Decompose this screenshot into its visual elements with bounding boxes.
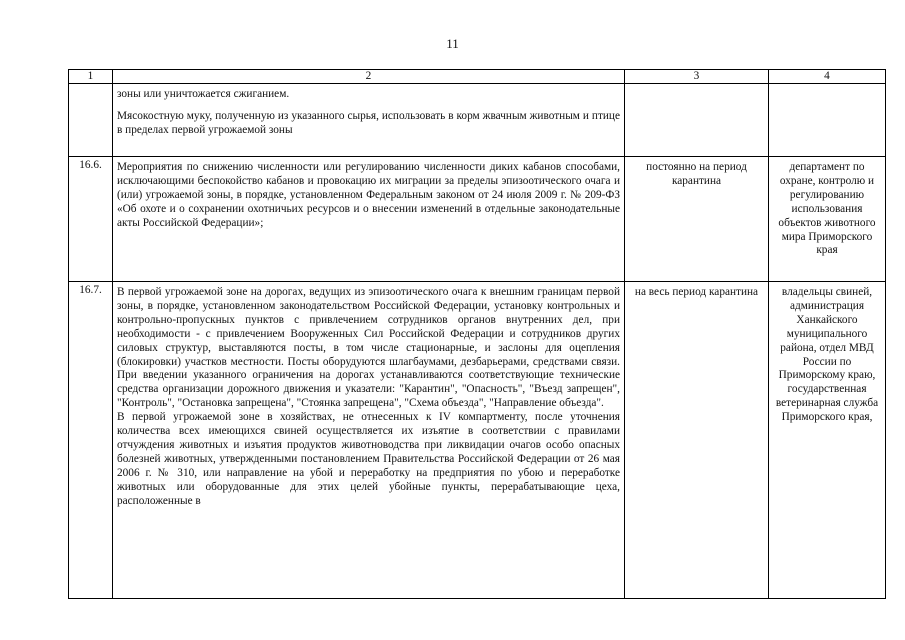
header-col-2: 2 xyxy=(113,70,625,84)
table-header-row xyxy=(69,70,886,84)
term-cell xyxy=(625,84,769,157)
term-cell: на весь период карантина xyxy=(625,282,769,599)
table-row-16-6 xyxy=(69,157,886,282)
row-number-cell: 16.6. xyxy=(69,157,113,282)
term-cell: постоянно на период карантина xyxy=(625,157,769,282)
measure-text-paragraph: Мясокостную муку, полученную из указанного сырья, использовать в корм жвачным животным и птице в пределах первой угрожаемой зоны xyxy=(117,109,620,136)
table-row-16-7 xyxy=(69,282,886,599)
measures-table xyxy=(68,69,886,599)
table-row-continuation xyxy=(69,84,886,157)
responsible-cell: владельцы свиней, администрация Ханкайского муниципального района, отдел МВД России по Приморскому краю, государственная ветеринарная служба Приморского края, xyxy=(769,282,886,599)
header-col-3: 3 xyxy=(625,70,769,84)
measure-text-paragraph: зоны или уничтожается сжиганием. xyxy=(117,88,290,100)
header-col-1: 1 xyxy=(69,70,113,84)
measure-text-paragraph: В первой угрожаемой зоне на дорогах, ведущих из эпизоотического очага к внешним границам первой зоны, в порядке, установленном законодательством Российской Федерации, установку контрольных и контрольно-пропускных пунктов с привлечением сотрудников органов внутренних дел, при необходимости - с привлечением Вооруженных Сил Российской Федерации и сотрудников других силовых структур, выставляются посты, в том числе стационарные, и заслоны для оцепления (блокировки) участков местности. Посты оборудуются шлагбаумами, дезбарьерами, средствами связи. При введении указанного ограничения на дорогах устанавливаются соответствующие технические средства организации дорожного движения и указатели: "Карантин", "Опасность", "Въезд запрещен", "Контроль", "Остановка запрещена", "Стоянка запрещена", "Схема объезда", "Направление объезда". xyxy=(117,286,620,410)
row-number-cell xyxy=(69,84,113,157)
measure-text-cell: Мероприятия по снижению численности или регулированию численности диких кабанов способами, исключающими беспокойство кабанов и провокацию их миграции за пределы эпизоотического очага и (или) угрожаемой зоны, в порядке, установленном Федеральным законом от 24 июля 2009 г. № 209-ФЗ «Об охоте и о сохранении охотничьих ресурсов и о внесении изменений в отдельные законодательные акты Российской Федерации»; xyxy=(113,157,625,282)
header-col-4: 4 xyxy=(769,70,886,84)
responsible-cell xyxy=(769,84,886,157)
responsible-cell: департамент по охране, контролю и регулированию использования объектов животного мира Приморского края xyxy=(769,157,886,282)
measure-text-cell xyxy=(113,84,625,157)
measure-text-cell xyxy=(113,282,625,599)
row-number-cell: 16.7. xyxy=(69,282,113,599)
measure-text-paragraph: В первой угрожаемой зоне в хозяйствах, не отнесенных к IV компартменту, после уточнения количества всех имеющихся свиней осуществляется их изъятие в соответствии с правилами отчуждения животных и изъятия продуктов животноводства при ликвидации очагов особо опасных болезней животных, утвержденными постановлением Правительства Российской Федерации от 26 мая 2006 г. № 310, или направление на убой и переработку на предприятия по убою и переработке животных или оборудованные для этих целей убойные пункты, перерабатывающие цеха, расположенные в xyxy=(117,411,620,507)
page-number: 11 xyxy=(446,36,459,51)
